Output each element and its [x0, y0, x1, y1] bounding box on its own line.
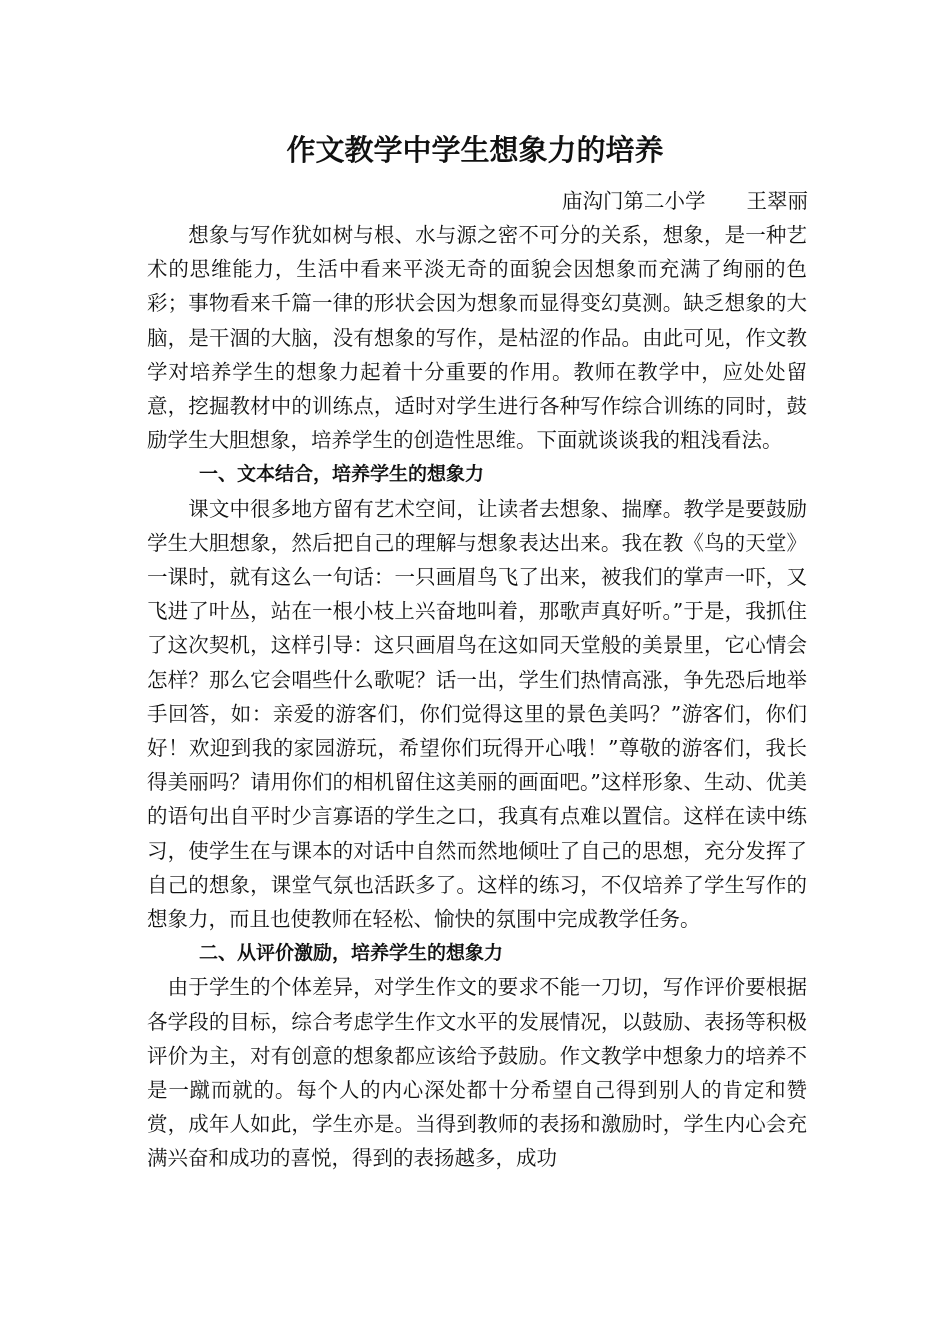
section-2-paragraph: 由于学生的个体差异，对学生作文的要求不能一刀切，写作评价要根据各学段的目标，综合考虑学生作文水平的发展情况，以鼓励、表扬等积极评价为主，对有创意的想象都应该给予鼓励。作文教学中想象力的培养不是一蹴而就的。每个人的内心深处都十分希望自己得到别人的肯定和赞赏，成年人如此，学生亦是。当得到教师的表扬和激励时，学生内心会充满兴奋和成功的喜悦，得到的表扬越多，成功 [147, 975, 807, 1171]
section-heading-1: 一、文本结合，培养学生的想象力 [199, 463, 485, 486]
document-body [147, 218, 807, 1176]
intro-paragraph: 想象与写作犹如树与根、水与源之密不可分的关系，想象，是一种艺术的思维能力，生活中看来平淡无奇的面貌会因想象而充满了绚丽的色彩；事物看来千篇一律的形状会因为想象而显得变幻莫测。缺乏想象的大脑，是干涸的大脑，没有想象的写作，是枯涩的作品。由此可见，作文教学对培养学生的想象力起着十分重要的作用。教师在教学中，应处处留意，挖掘教材中的训练点，适时对学生进行各种写作综合训练的同时，鼓励学生大胆想象，培养学生的创造性思维。下面就谈谈我的粗浅看法。 [147, 223, 807, 453]
section-heading-2: 二、从评价激励，培养学生的想象力 [199, 942, 504, 965]
author-line: 庙沟门第二小学 王翠丽 [562, 189, 808, 213]
section-1-paragraph: 课文中很多地方留有艺术空间，让读者去想象、揣摩。教学是要鼓励学生大胆想象，然后把自己的理解与想象表达出来。我在教《鸟的天堂》一课时，就有这么一句话：一只画眉鸟飞了出来，被我们的掌声一吓，又飞进了叶丛，站在一根小枝上兴奋地叫着，那歌声真好听。”于是，我抓住了这次契机，这样引导：这只画眉鸟在这如同天堂般的美景里，它心情会怎样？那么它会唱些什么歌呢？话一出，学生们热情高涨，争先恐后地举手回答，如：亲爱的游客们，你们觉得这里的景色美吗？”游客们，你们好！欢迎到我的家园游玩，希望你们玩得开心哦！”尊敬的游客们，我长得美丽吗？请用你们的相机留住这美丽的画面吧。”这样形象、生动、优美的语句出自平时少言寡语的学生之口，我真有点难以置信。这样在读中练习，使学生在与课本的对话中自然而然地倾吐了自己的思想，充分发挥了自己的想象，课堂气氛也活跃多了。这样的练习，不仅培养了学生写作的想象力，而且也使教师在轻松、愉快的氛围中完成教学任务。 [147, 496, 807, 932]
document-title: 作文教学中学生想象力的培养 [286, 133, 664, 167]
